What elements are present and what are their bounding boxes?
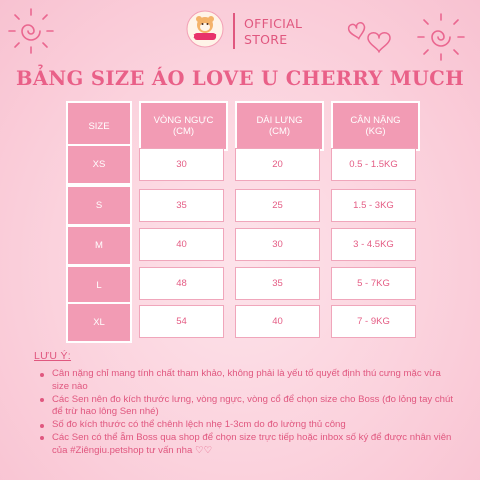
note-item: Các Sen nên đo kích thước lưng, vòng ngực, vòng cổ để chọn size cho Boss (đo lỏng tay chút để trừ hao lông Sen nhé) [38,394,458,420]
length-cell-l: 35 [235,267,320,300]
header-weight: CÂN NẶNG (KG) [331,101,420,151]
length-cell-xs: 20 [235,148,320,181]
weight-cell-xl: 7 - 9KG [331,305,416,338]
chest-cell-xs: 30 [139,148,224,181]
chest-cell-xl: 54 [139,305,224,338]
weight-cell-l: 5 - 7KG [331,267,416,300]
length-cell-s: 25 [235,189,320,222]
hamster-logo-icon [186,10,224,48]
weight-cell-m: 3 - 4.5KG [331,228,416,261]
length-cell-xl: 40 [235,305,320,338]
header-divider [233,13,235,49]
header-length: DÀI LƯNG (CM) [235,101,324,151]
official-text: OFFICIAL [244,16,303,31]
logo-wordmark: ZIENGIU [193,34,217,40]
size-label-l: L [66,265,132,306]
notes-title: LƯU Ý: [34,350,72,362]
note-item: Cân nặng chỉ mang tính chất tham khảo, không phải là yếu tố quyết định thú cưng mặc vừa size nào [38,368,458,394]
chest-cell-s: 35 [139,189,224,222]
weight-cell-s: 1.5 - 3KG [331,189,416,222]
notes-list [38,368,458,458]
sun-swirl-icon [414,10,468,64]
header-chest: VÒNG NGỰC (CM) [139,101,228,151]
note-item: Các Sen có thể ẵm Boss qua shop để chọn size trực tiếp hoặc inbox số ký để được nhân viên của #Ziêngiu.petshop tư vấn nha ♡♡ [38,432,458,458]
store-text: STORE [244,32,288,47]
size-label-xs: XS [66,144,132,185]
length-cell-m: 30 [235,228,320,261]
size-label-s: S [66,185,132,226]
weight-cell-xs: 0.5 - 1.5KG [331,148,416,181]
sun-swirl-icon [6,6,56,56]
hearts-icon [345,14,395,58]
header-size: SIZE [66,101,132,151]
page-title: BẢNG SIZE ÁO LOVE U CHERRY MUCH [15,67,465,90]
official-store-label [244,16,302,48]
chest-cell-l: 48 [139,267,224,300]
brand-logo [186,10,224,48]
size-label-m: M [66,225,132,266]
chest-cell-m: 40 [139,228,224,261]
note-item: Số đo kích thước có thể chênh lệch nhẹ 1-3cm do đo lường thủ công [38,419,458,432]
size-label-xl: XL [66,302,132,343]
